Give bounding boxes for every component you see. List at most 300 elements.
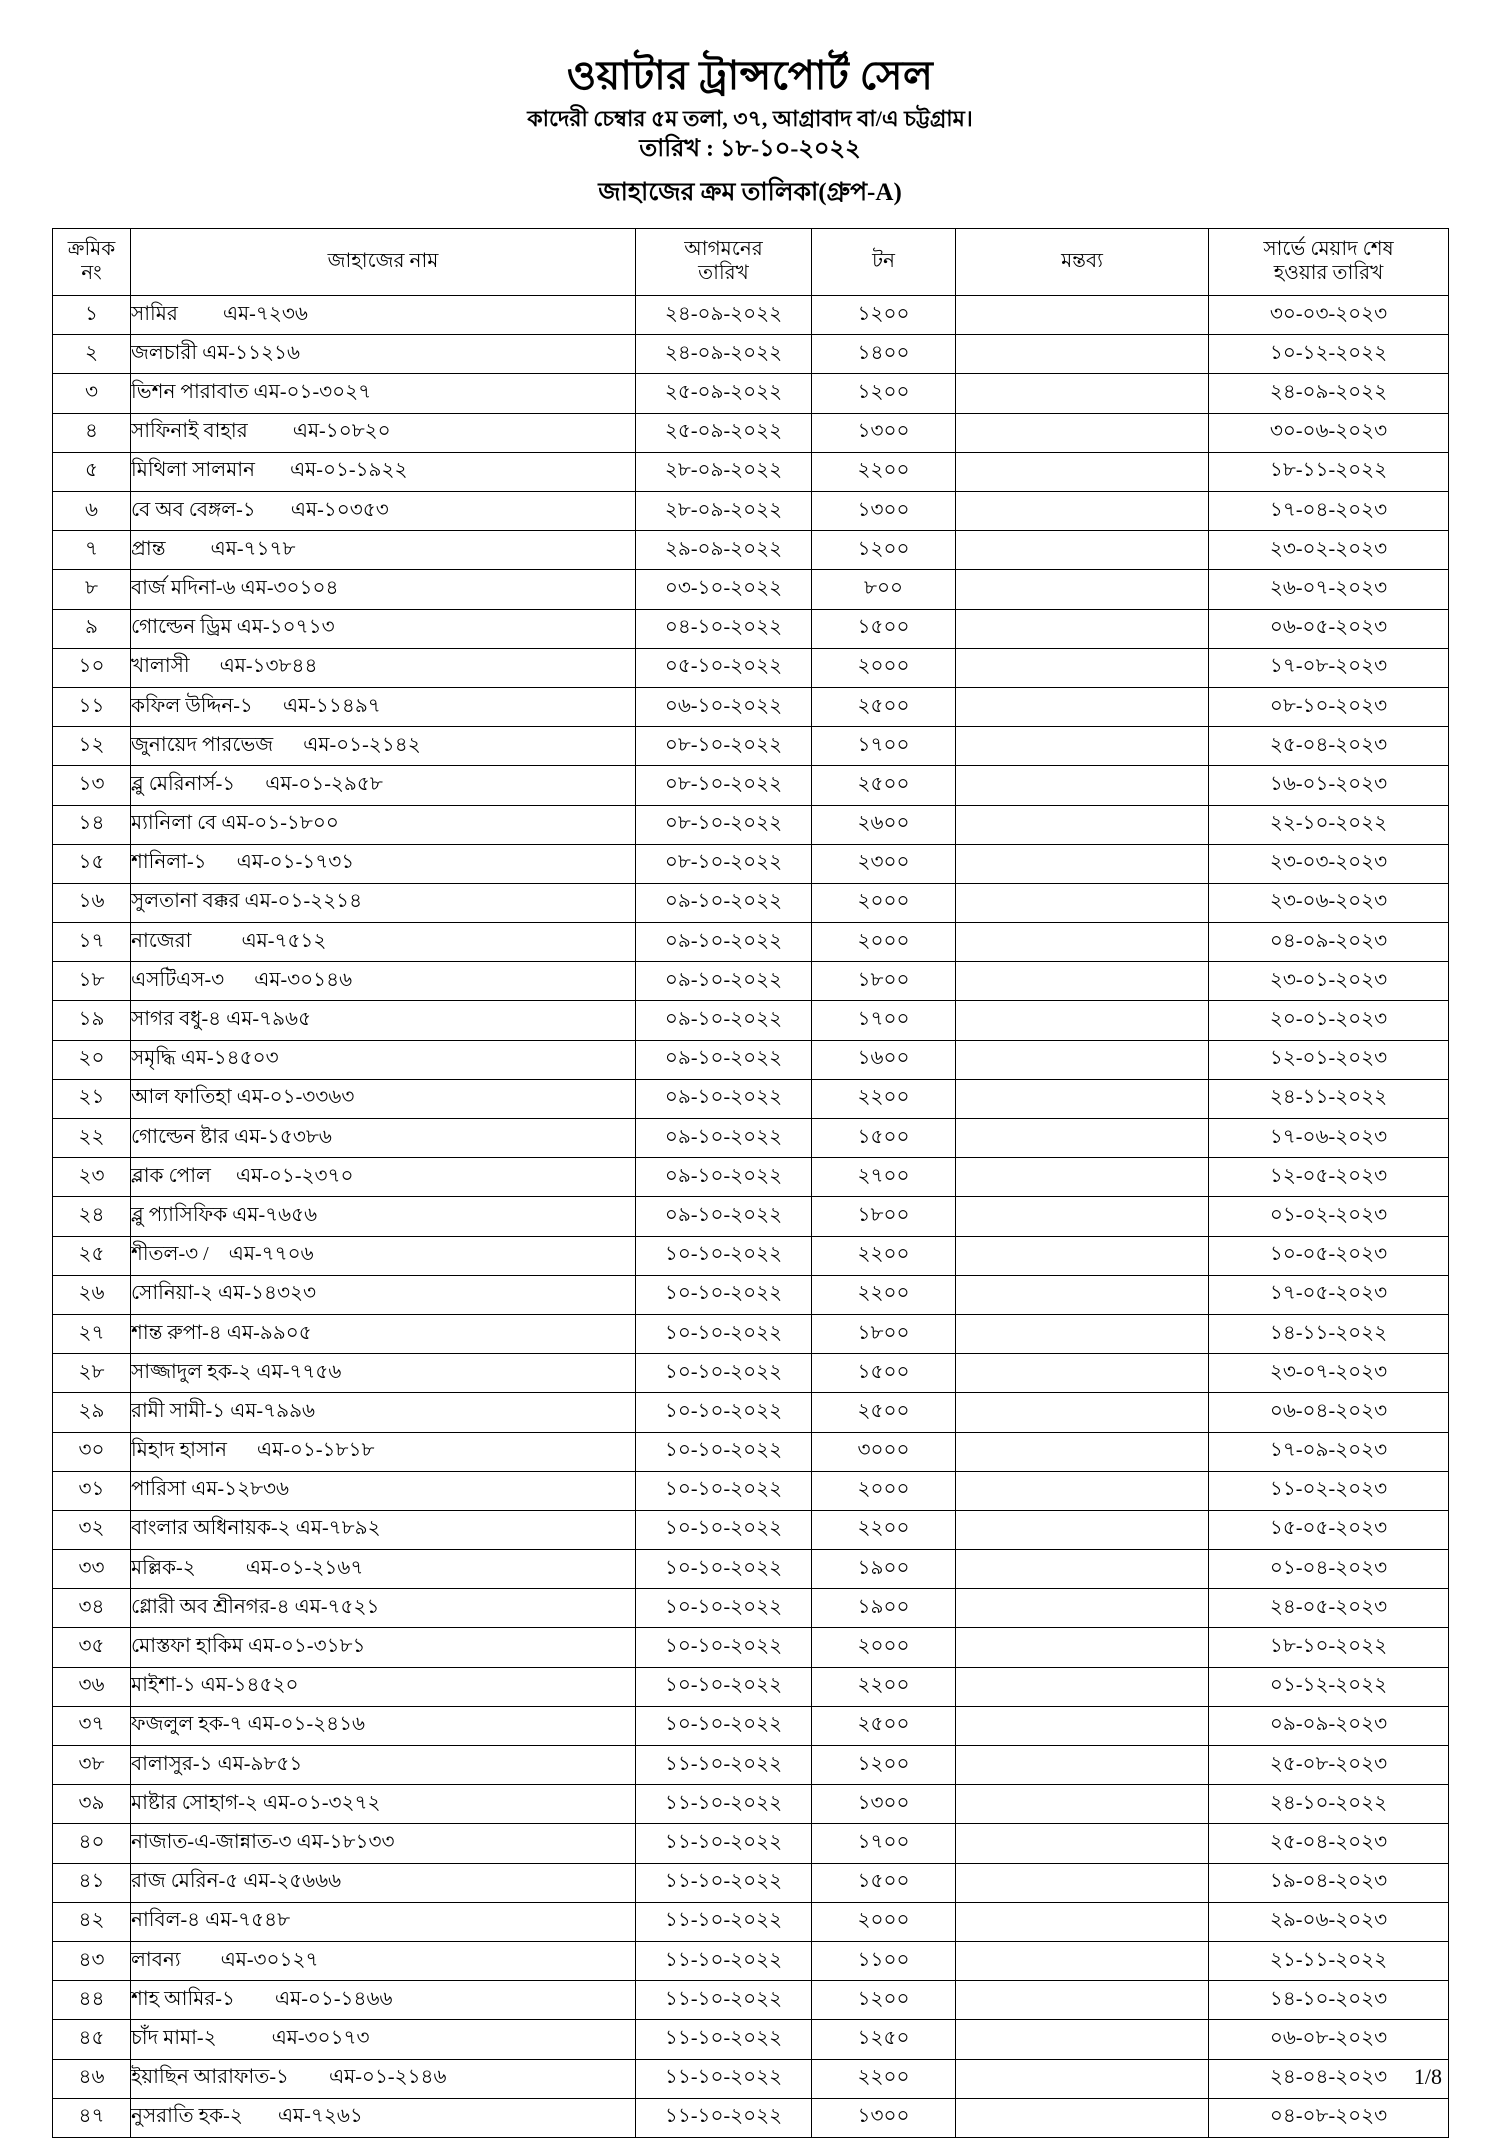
cell-arrival-date: ১০-১০-২০২২: [636, 1628, 812, 1667]
cell-ship-name: চাঁদ মামা-২ এম-৩০১৭৩: [131, 2020, 636, 2059]
cell-ton: ১৮০০: [812, 962, 956, 1001]
cell-remark: [956, 413, 1209, 452]
cell-arrival-date: ১০-১০-২০২২: [636, 1550, 812, 1589]
cell-arrival-date: ০৯-১০-২০২২: [636, 923, 812, 962]
table-row: [53, 1902, 1449, 1941]
cell-remark: [956, 1471, 1209, 1510]
table-row: [53, 1158, 1449, 1197]
cell-arrival-date: ০৯-১০-২০২২: [636, 1001, 812, 1040]
cell-remark: [956, 1001, 1209, 1040]
table-row: [53, 805, 1449, 844]
cell-ship-name: সুলতানা বক্কর এম-০১-২২১৪: [131, 883, 636, 922]
cell-survey-expiry: ১৮-১০-২০২২: [1209, 1628, 1449, 1667]
cell-remark: [956, 2098, 1209, 2137]
cell-ship-name: মাষ্টার সোহাগ-২ এম-০১-৩২৭২: [131, 1785, 636, 1824]
cell-serial: ২৬: [53, 1275, 131, 1314]
table-row: [53, 1197, 1449, 1236]
cell-arrival-date: ০৯-১০-২০২২: [636, 962, 812, 1001]
cell-ton: ১৯০০: [812, 1589, 956, 1628]
cell-serial: ২৫: [53, 1236, 131, 1275]
cell-survey-expiry: ১৫-০৫-২০২৩: [1209, 1510, 1449, 1549]
table-row: [53, 923, 1449, 962]
cell-remark: [956, 1432, 1209, 1471]
cell-arrival-date: ২৮-০৯-২০২২: [636, 452, 812, 491]
cell-remark: [956, 1275, 1209, 1314]
cell-ton: ২০০০: [812, 883, 956, 922]
cell-arrival-date: ১১-১০-২০২২: [636, 1941, 812, 1980]
cell-survey-expiry: ২০-০১-২০২৩: [1209, 1001, 1449, 1040]
cell-serial: ৪৪: [53, 1981, 131, 2020]
table-row: [53, 2059, 1449, 2098]
cell-arrival-date: ১০-১০-২০২২: [636, 1471, 812, 1510]
table-row: [53, 687, 1449, 726]
cell-survey-expiry: ১০-০৫-২০২৩: [1209, 1236, 1449, 1275]
cell-ship-name: বাংলার অধিনায়ক-২ এম-৭৮৯২: [131, 1510, 636, 1549]
cell-serial: ৮: [53, 570, 131, 609]
table-row: [53, 648, 1449, 687]
cell-remark: [956, 844, 1209, 883]
cell-ton: ২৬০০: [812, 805, 956, 844]
column-header-arrival-line1: আগমনের: [684, 238, 763, 261]
table-row: [53, 1667, 1449, 1706]
cell-ship-name: সাফিনাই বাহার এম-১০৮২০: [131, 413, 636, 452]
cell-serial: ১১: [53, 687, 131, 726]
cell-remark: [956, 1746, 1209, 1785]
cell-ton: ২০০০: [812, 1902, 956, 1941]
cell-serial: ২২: [53, 1119, 131, 1158]
column-header-ton-line1: টন: [872, 250, 895, 273]
cell-ton: ১৩০০: [812, 1785, 956, 1824]
cell-arrival-date: ০৮-১০-২০২২: [636, 727, 812, 766]
cell-survey-expiry: ০৬-০৪-২০২৩: [1209, 1393, 1449, 1432]
column-header-survey-line2: হওয়ার তারিখ: [1273, 262, 1384, 285]
cell-ship-name: এসটিএস-৩ এম-৩০১৪৬: [131, 962, 636, 1001]
table-row: [53, 1589, 1449, 1628]
cell-remark: [956, 1981, 1209, 2020]
cell-survey-expiry: ০১-১২-২০২২: [1209, 1667, 1449, 1706]
page-number: 1/8: [1413, 2064, 1442, 2089]
cell-ship-name: আল ফাতিহা এম-০১-৩৩৬৩: [131, 1079, 636, 1118]
cell-remark: [956, 452, 1209, 491]
cell-arrival-date: ১১-১০-২০২২: [636, 1863, 812, 1902]
cell-remark: [956, 1236, 1209, 1275]
table-row: [53, 452, 1449, 491]
cell-ton: ১৯০০: [812, 1550, 956, 1589]
column-header-serial-line2: নং: [81, 262, 102, 285]
cell-survey-expiry: ২৪-১০-২০২২: [1209, 1785, 1449, 1824]
cell-arrival-date: ০৮-১০-২০২২: [636, 766, 812, 805]
cell-ton: ২০০০: [812, 648, 956, 687]
cell-survey-expiry: ১৮-১১-২০২২: [1209, 452, 1449, 491]
table-row: [53, 1471, 1449, 1510]
cell-arrival-date: ২৫-০৯-২০২২: [636, 413, 812, 452]
cell-ship-name: ইয়াছিন আরাফাত-১ এম-০১-২১৪৬: [131, 2059, 636, 2098]
cell-remark: [956, 531, 1209, 570]
column-header-remark-line1: মন্তব্য: [1061, 250, 1103, 273]
document-date: তারিখ : ১৮-১০-২০২২: [639, 136, 861, 163]
cell-arrival-date: ১১-১০-২০২২: [636, 1824, 812, 1863]
ship-table-container: [52, 228, 1448, 2138]
column-header-remark: [956, 229, 1209, 296]
cell-survey-expiry: ০৬-০৮-২০২৩: [1209, 2020, 1449, 2059]
cell-ship-name: পারিসা এম-১২৮৩৬: [131, 1471, 636, 1510]
cell-survey-expiry: ১৭-০৮-২০২৩: [1209, 648, 1449, 687]
cell-survey-expiry: ২৬-০৭-২০২৩: [1209, 570, 1449, 609]
cell-ship-name: খালাসী এম-১৩৮৪৪: [131, 648, 636, 687]
cell-arrival-date: ০৯-১০-২০২২: [636, 1040, 812, 1079]
cell-arrival-date: ২৫-০৯-২০২২: [636, 374, 812, 413]
cell-ship-name: গোল্ডেন ষ্টার এম-১৫৩৮৬: [131, 1119, 636, 1158]
organization-title: ওয়াটার ট্রান্সপোর্ট সেল: [566, 53, 934, 98]
cell-ship-name: বালাসুর-১ এম-৯৮৫১: [131, 1746, 636, 1785]
cell-serial: ১৫: [53, 844, 131, 883]
cell-ton: ৩০০০: [812, 1432, 956, 1471]
cell-serial: ৩৬: [53, 1667, 131, 1706]
cell-ship-name: নাজেরা এম-৭৫১২: [131, 923, 636, 962]
cell-ship-name: গ্লোরী অব শ্রীনগর-৪ এম-৭৫২১: [131, 1589, 636, 1628]
cell-remark: [956, 1628, 1209, 1667]
cell-survey-expiry: ৩০-০৬-২০২৩: [1209, 413, 1449, 452]
cell-ton: ২৩০০: [812, 844, 956, 883]
cell-ton: ১২৫০: [812, 2020, 956, 2059]
cell-remark: [956, 1119, 1209, 1158]
cell-arrival-date: ০৯-১০-২০২২: [636, 1197, 812, 1236]
cell-arrival-date: ১০-১০-২০২২: [636, 1706, 812, 1745]
table-row: [53, 1275, 1449, 1314]
cell-ship-name: রাজ মেরিন-৫ এম-২৫৬৬৬: [131, 1863, 636, 1902]
cell-serial: ৭: [53, 531, 131, 570]
cell-survey-expiry: ২১-১১-২০২২: [1209, 1941, 1449, 1980]
cell-arrival-date: ১০-১০-২০২২: [636, 1589, 812, 1628]
cell-ton: ১৮০০: [812, 1197, 956, 1236]
cell-survey-expiry: ১১-০২-২০২৩: [1209, 1471, 1449, 1510]
cell-remark: [956, 1314, 1209, 1353]
cell-remark: [956, 335, 1209, 374]
cell-ship-name: শাহ আমির-১ এম-০১-১৪৬৬: [131, 1981, 636, 2020]
cell-ton: ২২০০: [812, 1236, 956, 1275]
cell-ton: ২০০০: [812, 1628, 956, 1667]
cell-remark: [956, 374, 1209, 413]
cell-serial: ২৩: [53, 1158, 131, 1197]
table-row: [53, 609, 1449, 648]
cell-serial: ৩: [53, 374, 131, 413]
table-row: [53, 844, 1449, 883]
cell-arrival-date: ১১-১০-২০২২: [636, 1981, 812, 2020]
cell-remark: [956, 923, 1209, 962]
cell-remark: [956, 296, 1209, 335]
cell-ton: ২২০০: [812, 1667, 956, 1706]
cell-remark: [956, 1589, 1209, 1628]
cell-ton: ১৭০০: [812, 1001, 956, 1040]
cell-ship-name: সাগর বধু-৪ এম-৭৯৬৫: [131, 1001, 636, 1040]
cell-remark: [956, 2059, 1209, 2098]
cell-serial: ৪৭: [53, 2098, 131, 2137]
cell-ton: ১৭০০: [812, 727, 956, 766]
table-row: [53, 1079, 1449, 1118]
document-header: [0, 0, 1500, 209]
table-row: [53, 727, 1449, 766]
table-row: [53, 1354, 1449, 1393]
cell-serial: ৪২: [53, 1902, 131, 1941]
cell-arrival-date: ১১-১০-২০২২: [636, 1785, 812, 1824]
cell-ton: ১৪০০: [812, 335, 956, 374]
cell-ship-name: সোনিয়া-২ এম-১৪৩২৩: [131, 1275, 636, 1314]
table-row: [53, 1393, 1449, 1432]
cell-arrival-date: ১০-১০-২০২২: [636, 1667, 812, 1706]
table-row: [53, 1941, 1449, 1980]
organization-address: কাদেরী চেম্বার ৫ম তলা, ৩৭, আগ্রাবাদ বা/এ চট্টগ্রাম।: [527, 105, 973, 131]
table-row: [53, 2020, 1449, 2059]
table-row: [53, 1981, 1449, 2020]
column-header-ton: [812, 229, 956, 296]
cell-arrival-date: ২৪-০৯-২০২২: [636, 335, 812, 374]
cell-arrival-date: ০৩-১০-২০২২: [636, 570, 812, 609]
cell-remark: [956, 1785, 1209, 1824]
cell-survey-expiry: ২৪-০৯-২০২২: [1209, 374, 1449, 413]
cell-ship-name: শীতল-৩ / এম-৭৭০৬: [131, 1236, 636, 1275]
cell-ton: ১২০০: [812, 1746, 956, 1785]
table-row: [53, 1785, 1449, 1824]
cell-ship-name: রামী সামী-১ এম-৭৯৯৬: [131, 1393, 636, 1432]
table-row: [53, 413, 1449, 452]
cell-arrival-date: ০৮-১০-২০২২: [636, 805, 812, 844]
cell-remark: [956, 1197, 1209, 1236]
cell-survey-expiry: ১৬-০১-২০২৩: [1209, 766, 1449, 805]
cell-ton: ১৬০০: [812, 1040, 956, 1079]
cell-survey-expiry: ২৩-০১-২০২৩: [1209, 962, 1449, 1001]
cell-survey-expiry: ২২-১০-২০২২: [1209, 805, 1449, 844]
cell-arrival-date: ০৮-১০-২০২২: [636, 844, 812, 883]
cell-arrival-date: ১০-১০-২০২২: [636, 1236, 812, 1275]
column-header-arrival-date: [636, 229, 812, 296]
table-row: [53, 1119, 1449, 1158]
cell-ship-name: নাবিল-৪ এম-৭৫৪৮: [131, 1902, 636, 1941]
cell-remark: [956, 1902, 1209, 1941]
cell-remark: [956, 1667, 1209, 1706]
cell-serial: ২৯: [53, 1393, 131, 1432]
table-row: [53, 1824, 1449, 1863]
cell-remark: [956, 570, 1209, 609]
cell-ton: ১২০০: [812, 531, 956, 570]
cell-ton: ১৫০০: [812, 609, 956, 648]
cell-ship-name: ম্যানিলা বে এম-০১-১৮০০: [131, 805, 636, 844]
cell-remark: [956, 727, 1209, 766]
cell-serial: ৩২: [53, 1510, 131, 1549]
cell-ship-name: ব্লু প্যাসিফিক এম-৭৬৫৬: [131, 1197, 636, 1236]
cell-ship-name: মোস্তফা হাকিম এম-০১-৩১৮১: [131, 1628, 636, 1667]
cell-ship-name: সমৃদ্ধি এম-১৪৫০৩: [131, 1040, 636, 1079]
cell-ton: ২৭০০: [812, 1158, 956, 1197]
cell-survey-expiry: ১২-০৫-২০২৩: [1209, 1158, 1449, 1197]
cell-remark: [956, 1863, 1209, 1902]
table-body: [53, 296, 1449, 2138]
cell-ton: ২২০০: [812, 2059, 956, 2098]
cell-survey-expiry: ০৪-০৮-২০২৩: [1209, 2098, 1449, 2137]
cell-arrival-date: ০৫-১০-২০২২: [636, 648, 812, 687]
table-row: [53, 1510, 1449, 1549]
table-row: [53, 883, 1449, 922]
cell-survey-expiry: ১৯-০৪-২০২৩: [1209, 1863, 1449, 1902]
cell-remark: [956, 1158, 1209, 1197]
cell-ship-name: শানিলা-১ এম-০১-১৭৩১: [131, 844, 636, 883]
column-header-serial-line1: ক্রমিক: [67, 238, 116, 261]
cell-arrival-date: ১০-১০-২০২২: [636, 1354, 812, 1393]
cell-ton: ২২০০: [812, 1079, 956, 1118]
table-row: [53, 1550, 1449, 1589]
cell-survey-expiry: ০৯-০৯-২০২৩: [1209, 1706, 1449, 1745]
cell-ship-name: বে অব বেঙ্গল-১ এম-১০৩৫৩: [131, 492, 636, 531]
cell-ship-name: মিহাদ হাসান এম-০১-১৮১৮: [131, 1432, 636, 1471]
cell-ton: ১৩০০: [812, 413, 956, 452]
cell-survey-expiry: ২৩-০৩-২০২৩: [1209, 844, 1449, 883]
cell-ship-name: ভিশন পারাবাত এম-০১-৩০২৭: [131, 374, 636, 413]
cell-remark: [956, 2020, 1209, 2059]
cell-serial: ৪০: [53, 1824, 131, 1863]
cell-arrival-date: ১১-১০-২০২২: [636, 2020, 812, 2059]
cell-survey-expiry: ২৪-১১-২০২২: [1209, 1079, 1449, 1118]
cell-arrival-date: ১০-১০-২০২২: [636, 1393, 812, 1432]
cell-ton: ৮০০: [812, 570, 956, 609]
cell-serial: ৪: [53, 413, 131, 452]
cell-survey-expiry: ১৪-১১-২০২২: [1209, 1314, 1449, 1353]
cell-serial: ৬: [53, 492, 131, 531]
cell-serial: ৩৭: [53, 1706, 131, 1745]
cell-ton: ২৫০০: [812, 1393, 956, 1432]
cell-ship-name: নুসরাতি হক-২ এম-৭২৬১: [131, 2098, 636, 2137]
cell-ship-name: সাজ্জাদুল হক-২ এম-৭৭৫৬: [131, 1354, 636, 1393]
cell-remark: [956, 1550, 1209, 1589]
cell-survey-expiry: ০১-০৪-২০২৩: [1209, 1550, 1449, 1589]
table-row: [53, 1432, 1449, 1471]
cell-arrival-date: ১১-১০-২০২২: [636, 2059, 812, 2098]
column-header-ship-name-line1: জাহাজের নাম: [327, 250, 439, 273]
cell-remark: [956, 1706, 1209, 1745]
cell-ship-name: জলচারী এম-১১২১৬: [131, 335, 636, 374]
cell-ship-name: মাইশা-১ এম-১৪৫২০: [131, 1667, 636, 1706]
cell-arrival-date: ০৯-১০-২০২২: [636, 883, 812, 922]
cell-ship-name: জুনায়েদ পারভেজ এম-০১-২১৪২: [131, 727, 636, 766]
cell-serial: ৩০: [53, 1432, 131, 1471]
cell-ton: ২২০০: [812, 1510, 956, 1549]
cell-ship-name: কফিল উদ্দিন-১ এম-১১৪৯৭: [131, 687, 636, 726]
cell-survey-expiry: ২৩-০৬-২০২৩: [1209, 883, 1449, 922]
cell-survey-expiry: ২৩-০২-২০২৩: [1209, 531, 1449, 570]
cell-remark: [956, 883, 1209, 922]
column-header-serial: [53, 229, 131, 296]
cell-arrival-date: ১০-১০-২০২২: [636, 1432, 812, 1471]
cell-survey-expiry: ১২-০১-২০২৩: [1209, 1040, 1449, 1079]
cell-ship-name: প্রান্ত এম-৭১৭৮: [131, 531, 636, 570]
list-title: জাহাজের ক্রম তালিকা(গ্রুপ-A): [598, 178, 902, 206]
cell-ton: ১৩০০: [812, 492, 956, 531]
ship-table: [52, 228, 1449, 2138]
cell-ton: ২০০০: [812, 1471, 956, 1510]
cell-serial: ৯: [53, 609, 131, 648]
cell-serial: ৩১: [53, 1471, 131, 1510]
cell-arrival-date: ১০-১০-২০২২: [636, 1275, 812, 1314]
cell-survey-expiry: ১৭-০৯-২০২৩: [1209, 1432, 1449, 1471]
cell-ship-name: ব্লু মেরিনার্স-১ এম-০১-২৯৫৮: [131, 766, 636, 805]
cell-serial: ৩৫: [53, 1628, 131, 1667]
cell-serial: ১৪: [53, 805, 131, 844]
table-row: [53, 531, 1449, 570]
cell-serial: ৩৯: [53, 1785, 131, 1824]
cell-serial: ৩৪: [53, 1589, 131, 1628]
cell-remark: [956, 805, 1209, 844]
table-row: [53, 1746, 1449, 1785]
cell-remark: [956, 648, 1209, 687]
cell-arrival-date: ২৯-০৯-২০২২: [636, 531, 812, 570]
cell-serial: ৪৩: [53, 1941, 131, 1980]
cell-survey-expiry: ০১-০২-২০২৩: [1209, 1197, 1449, 1236]
cell-survey-expiry: ২৪-০৫-২০২৩: [1209, 1589, 1449, 1628]
table-head: [53, 229, 1449, 296]
cell-arrival-date: ২৪-০৯-২০২২: [636, 296, 812, 335]
cell-arrival-date: ১১-১০-২০২২: [636, 2098, 812, 2137]
cell-ton: ২০০০: [812, 923, 956, 962]
cell-remark: [956, 1824, 1209, 1863]
cell-serial: ২১: [53, 1079, 131, 1118]
column-header-ship-name: [131, 229, 636, 296]
cell-serial: ১২: [53, 727, 131, 766]
table-row: [53, 2098, 1449, 2137]
cell-ton: ১২০০: [812, 374, 956, 413]
cell-arrival-date: ১১-১০-২০২২: [636, 1746, 812, 1785]
cell-survey-expiry: ২৯-০৬-২০২৩: [1209, 1902, 1449, 1941]
cell-survey-expiry: ১৭-০৬-২০২৩: [1209, 1119, 1449, 1158]
column-header-survey-line1: সার্ভে মেয়াদ শেষ: [1263, 238, 1394, 261]
cell-ton: ১৫০০: [812, 1863, 956, 1902]
cell-ton: ২২০০: [812, 1275, 956, 1314]
cell-survey-expiry: ১৪-১০-২০২৩: [1209, 1981, 1449, 2020]
cell-serial: ২৪: [53, 1197, 131, 1236]
cell-ship-name: নাজাত-এ-জান্নাত-৩ এম-১৮১৩৩: [131, 1824, 636, 1863]
cell-remark: [956, 1079, 1209, 1118]
table-row: [53, 335, 1449, 374]
table-row: [53, 1040, 1449, 1079]
cell-ton: ২২০০: [812, 452, 956, 491]
table-row: [53, 1236, 1449, 1275]
cell-remark: [956, 766, 1209, 805]
cell-ton: ১৫০০: [812, 1354, 956, 1393]
cell-survey-expiry: ৩০-০৩-২০২৩: [1209, 296, 1449, 335]
cell-ship-name: সামির এম-৭২৩৬: [131, 296, 636, 335]
cell-remark: [956, 492, 1209, 531]
cell-remark: [956, 1510, 1209, 1549]
cell-survey-expiry: ০৬-০৫-২০২৩: [1209, 609, 1449, 648]
cell-remark: [956, 1040, 1209, 1079]
cell-ship-name: ফজলুল হক-৭ এম-০১-২৪১৬: [131, 1706, 636, 1745]
table-row: [53, 1706, 1449, 1745]
cell-remark: [956, 1354, 1209, 1393]
cell-ship-name: লাবন্য এম-৩০১২৭: [131, 1941, 636, 1980]
column-header-survey-expiry: [1209, 229, 1449, 296]
table-row: [53, 766, 1449, 805]
cell-ton: ১৩০০: [812, 2098, 956, 2137]
column-header-arrival-line2: তারিখ: [698, 262, 749, 285]
cell-serial: ৫: [53, 452, 131, 491]
cell-serial: ২৭: [53, 1314, 131, 1353]
cell-ship-name: শান্ত রুপা-৪ এম-৯৯০৫: [131, 1314, 636, 1353]
cell-arrival-date: ০৯-১০-২০২২: [636, 1119, 812, 1158]
cell-serial: ৩৮: [53, 1746, 131, 1785]
cell-survey-expiry: ০৮-১০-২০২৩: [1209, 687, 1449, 726]
cell-survey-expiry: ১৭-০৪-২০২৩: [1209, 492, 1449, 531]
cell-arrival-date: ০৯-১০-২০২২: [636, 1079, 812, 1118]
cell-arrival-date: ০৪-১০-২০২২: [636, 609, 812, 648]
cell-serial: ২০: [53, 1040, 131, 1079]
table-row: [53, 1001, 1449, 1040]
